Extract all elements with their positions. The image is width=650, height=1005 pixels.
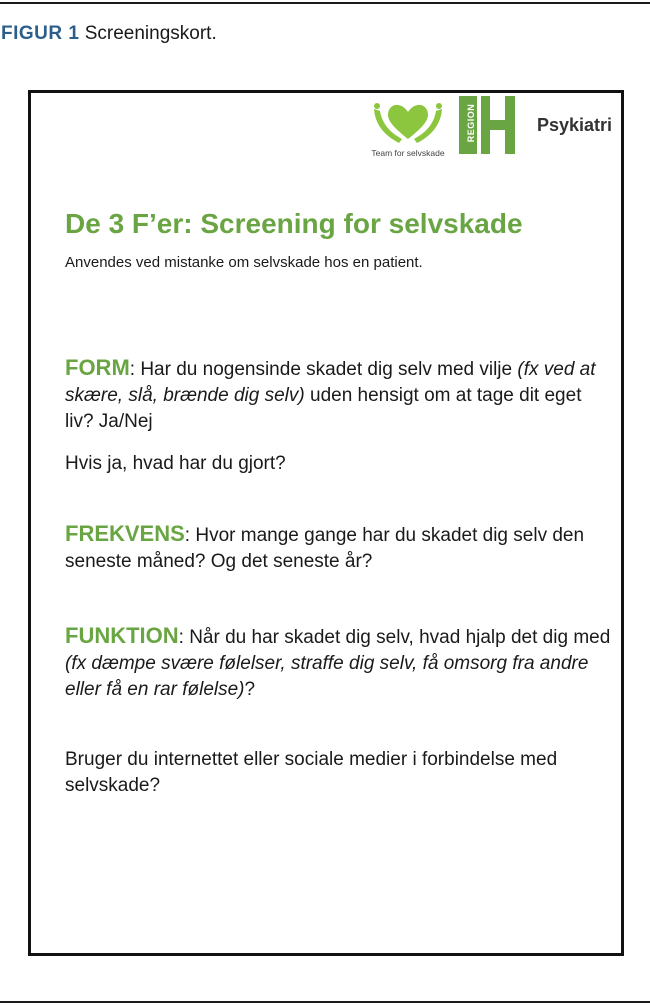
form-text-a: : Har du nogensinde skadet dig selv med vilje bbox=[129, 359, 518, 380]
top-rule bbox=[0, 2, 650, 4]
frekvens-text: : Hvor mange gange har du skadet dig selv den seneste måned? Og det seneste år? bbox=[65, 525, 585, 572]
hands-heart-icon bbox=[371, 99, 445, 147]
funktion-keyword: FUNKTION bbox=[65, 623, 179, 648]
figure-caption-text: Screeningskort. bbox=[84, 23, 217, 44]
screening-card bbox=[28, 90, 624, 956]
funktion-text-italic: (fx dæmpe svære følelser, straffe dig selv, få omsorg fra andre eller få en rar følelse) bbox=[65, 653, 589, 700]
frekvens-keyword: FREKVENS bbox=[65, 521, 185, 546]
funktion-question bbox=[65, 623, 615, 703]
form-text-b: uden hensigt om at tage dit eget liv? Ja/Nej bbox=[65, 385, 582, 432]
funktion-text-b: ? bbox=[244, 679, 256, 700]
funktion-text-a: : Når du har skadet dig selv, hvad hjalp det dig med bbox=[178, 627, 611, 648]
form-keyword: FORM bbox=[65, 355, 130, 380]
region-logo bbox=[459, 96, 521, 154]
form-text-italic: (fx ved at skære, slå, brænde dig selv) bbox=[65, 359, 596, 406]
figure-caption bbox=[1, 22, 217, 46]
psykiatri-logo-text: Psykiatri bbox=[537, 115, 613, 135]
card-title: De 3 F’er: Screening for selvskade bbox=[65, 208, 523, 239]
frekvens-question bbox=[65, 521, 615, 575]
team-logo bbox=[363, 99, 453, 159]
form-question bbox=[65, 355, 615, 435]
bottom-rule bbox=[0, 1001, 650, 1003]
form-followup: Hvis ja, hvad har du gjort? bbox=[65, 453, 286, 474]
region-logo-text: REGION bbox=[466, 103, 476, 143]
figure-label: FIGUR 1 bbox=[1, 23, 80, 44]
card-subtitle: Anvendes ved mistanke om selvskade hos en patient. bbox=[65, 254, 423, 271]
team-logo-text: Team for selvskade bbox=[371, 148, 445, 158]
internet-question: Bruger du internettet eller sociale medier i forbindelse med selvskade? bbox=[65, 749, 558, 796]
